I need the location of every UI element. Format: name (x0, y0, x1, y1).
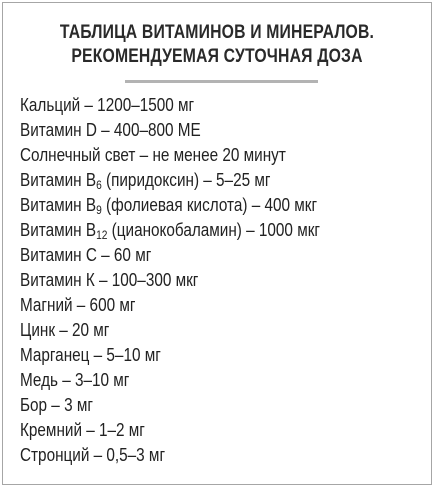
list-item: Магний – 600 мг (20, 295, 136, 315)
list-item: Солнечный свет – не менее 20 минут (20, 145, 286, 165)
vitamin-table-card (2, 2, 432, 485)
list-item: Цинк – 20 мг (20, 320, 110, 340)
list-item: Кальций – 1200–1500 мг (20, 95, 195, 115)
list-item: Витамин $В_9$ (фолиевая кислота) – 400 мкг (20, 195, 318, 217)
title-line-1: ТАБЛИЦА ВИТАМИНОВ И МИНЕРАЛОВ. (59, 22, 375, 43)
list-item: Витамин К – 100–300 мкг (20, 270, 199, 290)
list-item: Витамин С – 60 мг (20, 245, 152, 265)
list-item: Марганец – 5–10 мг (20, 345, 161, 365)
list-item: Витамин D – 400–800 МЕ (20, 120, 201, 140)
title-divider (125, 80, 318, 83)
list-item: Медь – 3–10 мг (20, 370, 130, 390)
list-item: Витамин $В_{12}$ (цианокобаламин) – 1000 мкг (20, 220, 320, 242)
dose-list (20, 93, 377, 468)
list-item: Кремний – 1–2 мг (20, 420, 145, 440)
list-item: Стронций – 0,5–3 мг (20, 445, 166, 465)
title-line-2: РЕКОМЕНДУЕМАЯ СУТОЧНАЯ ДОЗА (71, 46, 363, 67)
list-item: Бор – 3 мг (20, 395, 93, 415)
page-title (39, 21, 394, 69)
list-item: Витамин $В_6$ (пиридоксин) – 5–25 мг (20, 170, 271, 192)
